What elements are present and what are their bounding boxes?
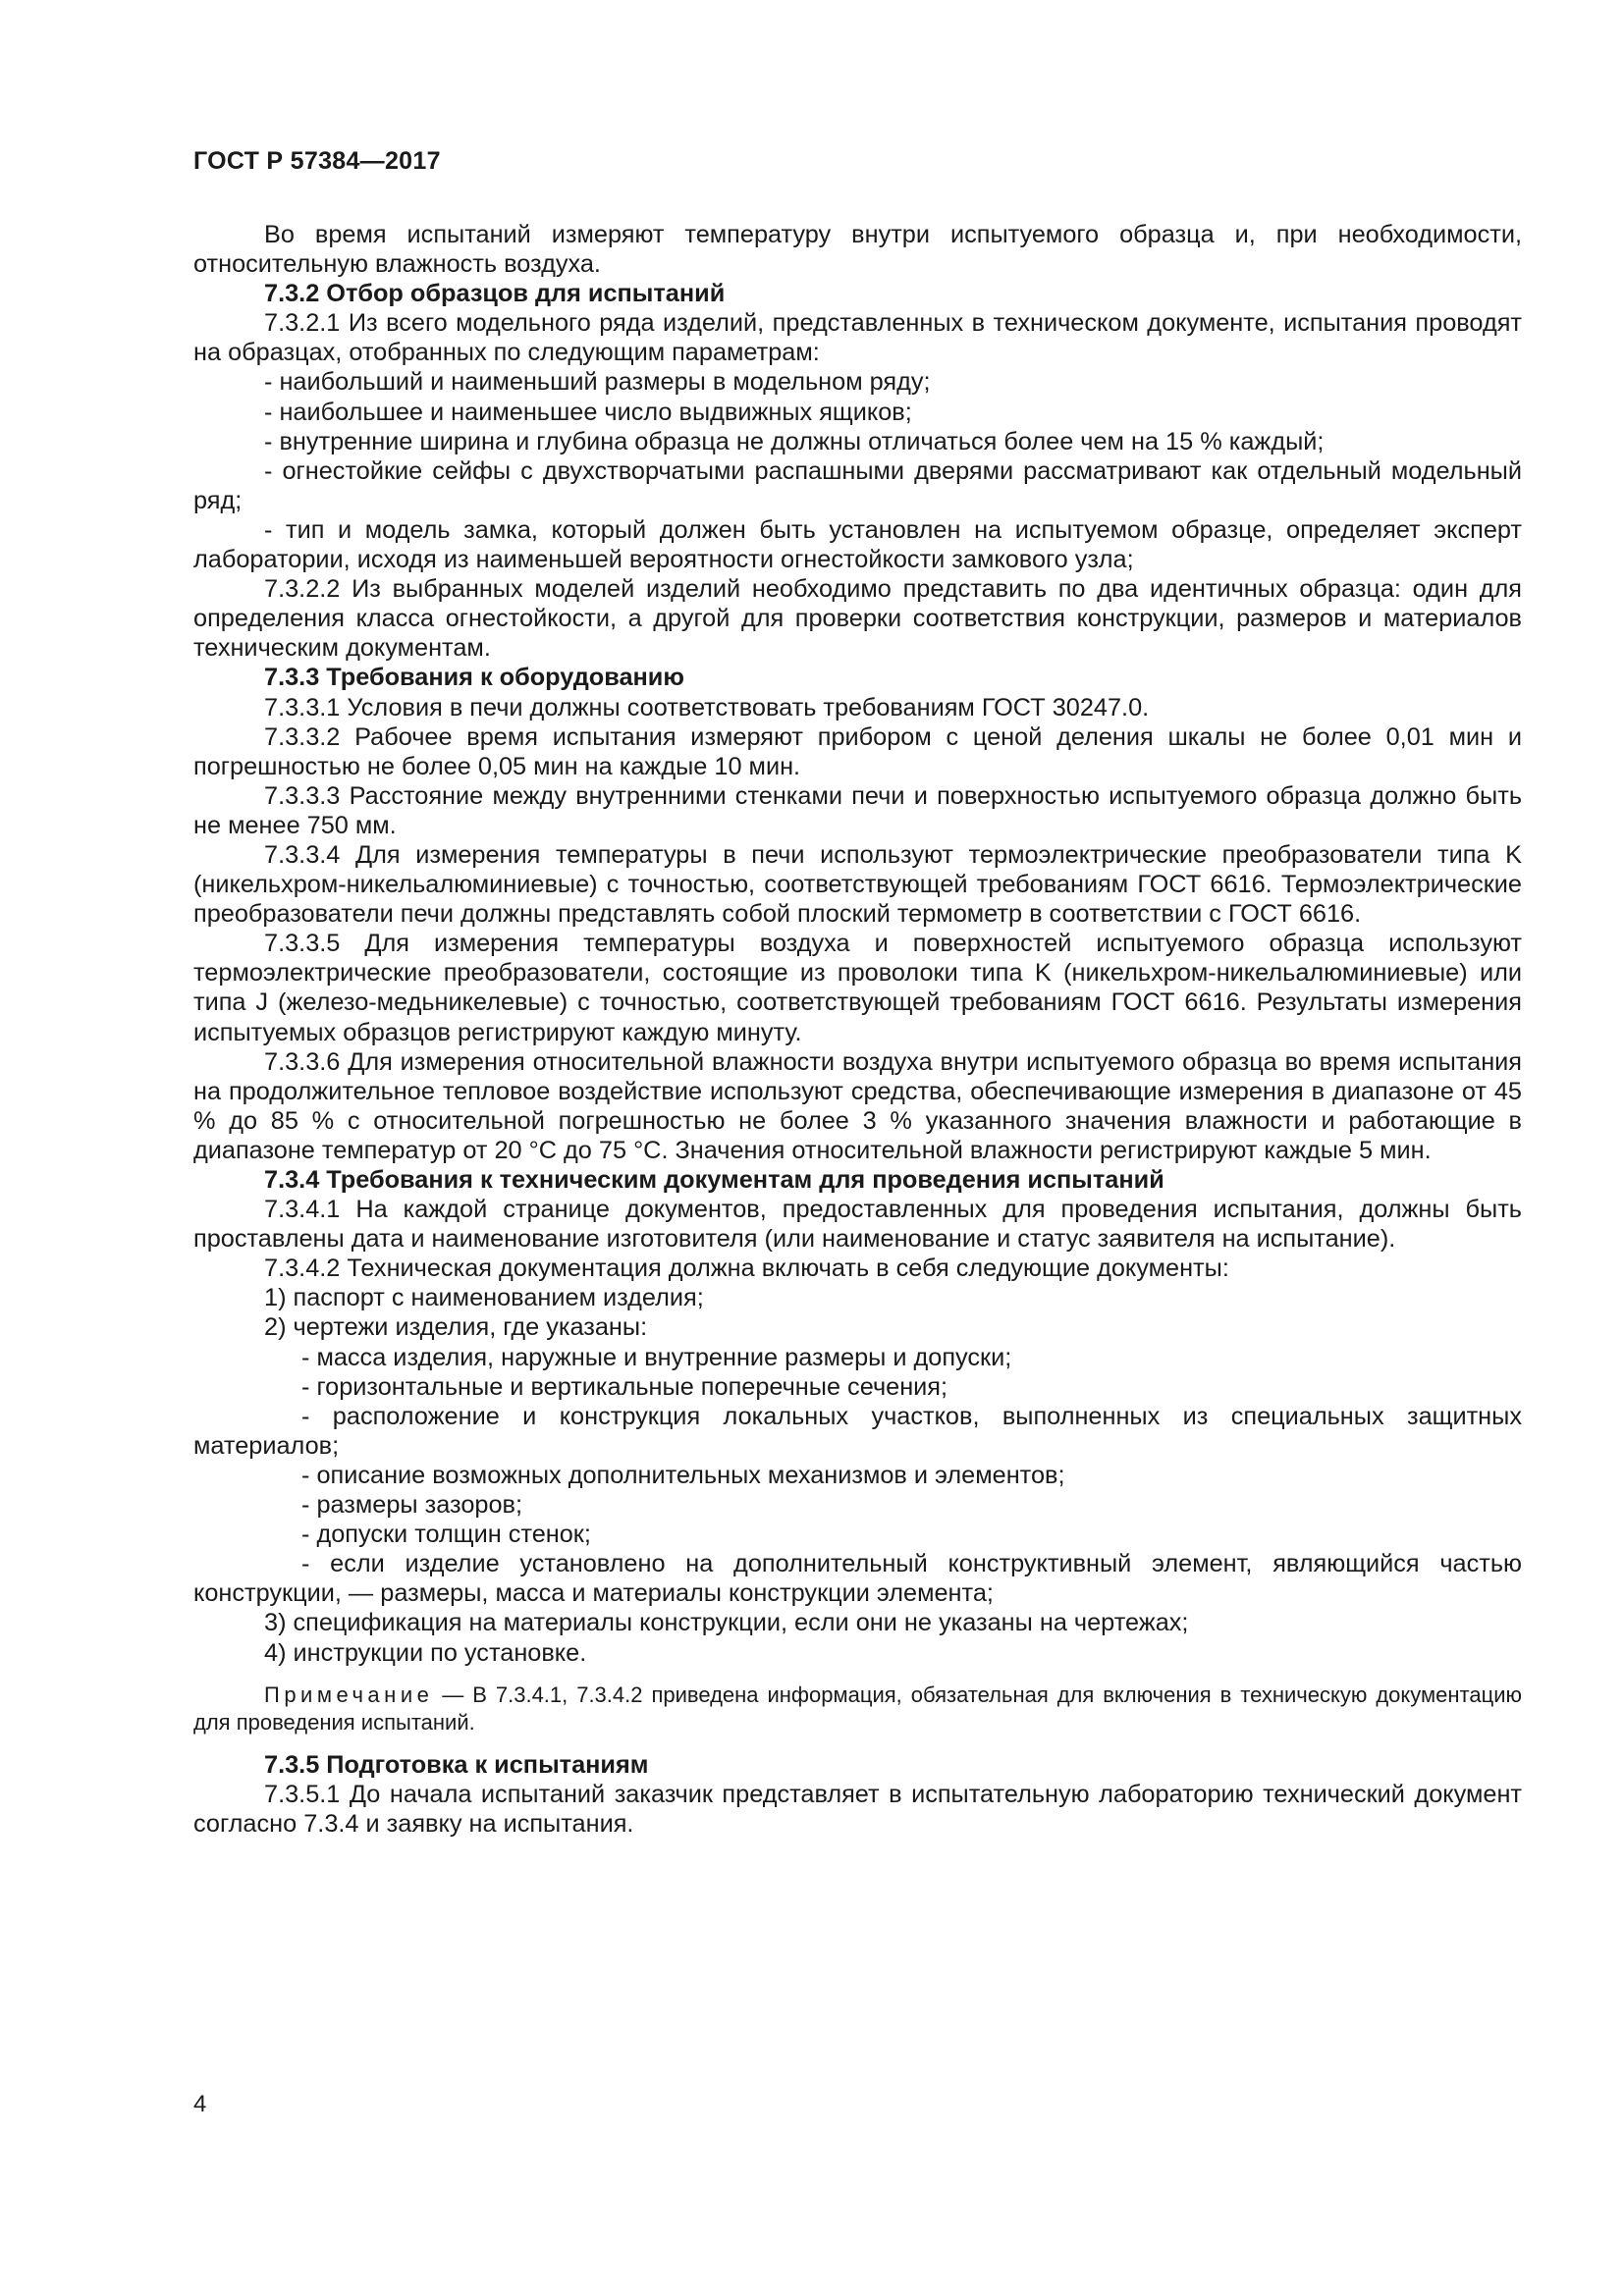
list-item: - наибольший и наименьший размеры в модельном ряду; <box>264 368 931 397</box>
paragraph-7-3-3-6: 7.3.3.6 Для измерения относительной влажности воздуха внутри испытуемого образца во время испытания на продолжительное тепловое воздействие используют средства, обеспечивающие измерения в диапазоне от 45 % до 85 % с относительной погрешностью не более 3 % указанного значения влажности и работающие в диапазоне температур от 20 °C до 75 °C. Значения относительной влажности регистрируют каждые 5 мин. <box>193 1047 1522 1164</box>
section-heading-7-3-3: 7.3.3 Требования к оборудованию <box>264 664 684 692</box>
paragraph-7-3-3-1: 7.3.3.1 Условия в печи должны соответствовать требованиям ГОСТ 30247.0. <box>264 693 1150 721</box>
numbered-item: 4) инструкции по установке. <box>264 1638 587 1667</box>
list-item: - огнестойкие сейфы с двухстворчатыми распашными дверями рассматривают как отдельный модельный ряд; <box>193 456 1522 514</box>
dash-item: - допуски толщин стенок; <box>301 1521 591 1549</box>
list-item: - внутренние ширина и глубина образца не должны отличаться более чем на 15 % каждый; <box>264 427 1325 455</box>
paragraph-7-3-4-1: 7.3.4.1 На каждой странице документов, предоставленных для проведения испытания, должны быть проставлены дата и наименование изготовителя (или наименование и статус заявителя на испытание). <box>193 1196 1522 1254</box>
dash-item: - масса изделия, наружные и внутренние размеры и допуски; <box>301 1343 1012 1371</box>
paragraph: Во время испытаний измеряют температуру внутри испытуемого образца и, при необходимости, относительную влажность воздуха. <box>193 221 1522 279</box>
section-heading-7-3-4: 7.3.4 Требования к техническим документам для проведения испытаний <box>264 1166 1164 1194</box>
dash-item: - размеры зазоров; <box>301 1491 523 1520</box>
paragraph-7-3-3-2: 7.3.3.2 Рабочее время испытания измеряют прибором с ценой деления шкалы не более 0,01 мин и погрешностью не более 0,05 мин на каждые 10 мин. <box>193 722 1522 780</box>
numbered-item: 1) паспорт с наименованием изделия; <box>264 1284 704 1312</box>
dash-item: - горизонтальные и вертикальные поперечные сечения; <box>301 1372 948 1401</box>
list-item: - наибольшее и наименьшее число выдвижных ящиков; <box>264 398 912 426</box>
document-code-header: ГОСТ Р 57384—2017 <box>193 147 441 175</box>
note-label: Примечание <box>264 1682 434 1707</box>
note-text: — В 7.3.4.1, 7.3.4.2 приведена информация, обязательная для включения в техническую документацию для проведения испытаний. <box>193 1682 1522 1735</box>
paragraph-7-3-2-1: 7.3.2.1 Из всего модельного ряда изделий, представленных в техническом документе, испытания проводят на образцах, отобранных по следующим параметрам: <box>193 309 1522 367</box>
section-heading-7-3-5: 7.3.5 Подготовка к испытаниям <box>264 1750 649 1779</box>
numbered-item: 2) чертежи изделия, где указаны: <box>264 1313 648 1342</box>
paragraph-7-3-3-4: 7.3.3.4 Для измерения температуры в печи используют термоэлектрические преобразователи типа K (никельхром-никельалюминиевые) с точностью, соответствующей требованиям ГОСТ 6616. Термоэлектрические преобразователи печи должны представлять собой плоский термометр в соответствии с ГОСТ 6616. <box>193 840 1522 929</box>
paragraph-7-3-3-5: 7.3.3.5 Для измерения температуры воздуха и поверхностей испытуемого образца используют термоэлектрические преобразователи, состоящие из проволоки типа K (никельхром-никельалюминиевые) или типа J (железо-медьникелевые) с точностью, соответствующей требованиям ГОСТ 6616. Результаты измерения испытуемых образцов регистрируют каждую минуту. <box>193 930 1522 1046</box>
dash-item: - описание возможных дополнительных механизмов и элементов; <box>301 1461 1065 1489</box>
section-heading-7-3-2: 7.3.2 Отбор образцов для испытаний <box>264 280 726 308</box>
document-body <box>193 220 1522 1839</box>
page-number: 4 <box>193 2091 207 2117</box>
list-item: - тип и модель замка, который должен быть установлен на испытуемом образце, определяет эксперт лаборатории, исходя из наименьшей вероятности огнестойкости замкового узла; <box>193 515 1522 574</box>
dash-item: - если изделие установлено на дополнительный конструктивный элемент, являющийся частью конструкции, — размеры, масса и материалы конструкции элемента; <box>193 1550 1522 1608</box>
paragraph-7-3-3-3: 7.3.3.3 Расстояние между внутренними стенками печи и поверхностью испытуемого образца должно быть не менее 750 мм. <box>193 781 1522 839</box>
numbered-item: 3) спецификация на материалы конструкции, если они не указаны на чертежах; <box>264 1609 1189 1637</box>
paragraph-7-3-2-2: 7.3.2.2 Из выбранных моделей изделий необходимо представить по два идентичных образца: один для определения класса огнестойкости, а другой для проверки соответствия конструкции, размеров и материалов техническим документам. <box>193 575 1522 663</box>
paragraph-7-3-4-2: 7.3.4.2 Техническая документация должна включать в себя следующие документы: <box>264 1255 1229 1283</box>
dash-item: - расположение и конструкция локальных участков, выполненных из специальных защитных материалов; <box>193 1402 1522 1460</box>
note <box>193 1682 1522 1736</box>
paragraph-7-3-5-1: 7.3.5.1 До начала испытаний заказчик представляет в испытательную лабораторию технический документ согласно 7.3.4 и заявку на испытания. <box>193 1780 1522 1838</box>
